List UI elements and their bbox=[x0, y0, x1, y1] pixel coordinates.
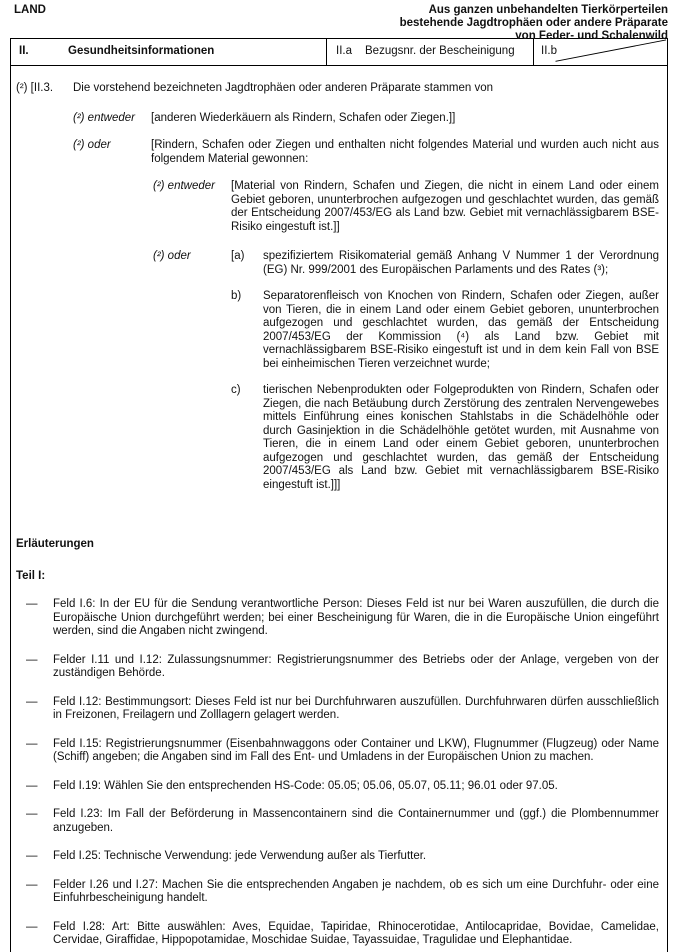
document-title-line-3: von Feder- und Schalenwild bbox=[515, 30, 668, 42]
list-item-c bbox=[231, 384, 659, 492]
note-text: Feld I.19: Wählen Sie den entsprechenden HS-Code: 05.05; 05.06, 05.07, 05.11; 96.01 oder 97.05. bbox=[53, 779, 558, 792]
list-item-a bbox=[231, 250, 659, 277]
note-text: Feld I.28: Art: Bitte auswählen: Aves, Equidae, Tapiridae, Rhinocerotidae, Antilocapridae, Bovidae, Camelidae, Cervidae, Giraffidae, Hippopotamidae, Moschidae Suidae, Tayassuidae, Tragulidae und Elephantidae. bbox=[53, 920, 659, 946]
document-body bbox=[10, 66, 668, 952]
reference-number-cell bbox=[326, 39, 533, 65]
note-item-feld-i15 bbox=[11, 738, 667, 765]
list-item-a-marker: [a) bbox=[231, 250, 245, 262]
entweder-2-text: [Material von Rindern, Schafen und Ziegen, die nicht in einem Land oder einem Gebiet geboren, ununterbrochen aufgezogen und geschlachtet wurden, das gemäß der Entscheidung 2007/453/EG als Land bzw. Gebiet mit vernachlässigbarem BSE-Risiko eingestuft ist.]] bbox=[231, 180, 659, 233]
certificate-header-row bbox=[10, 38, 668, 66]
note-item-feld-i19 bbox=[11, 780, 667, 794]
list-item-c-marker: c) bbox=[231, 384, 241, 396]
note-item-felder-i26-i27 bbox=[11, 879, 667, 906]
dash-marker: — bbox=[26, 598, 38, 610]
notes-heading: Erläuterungen bbox=[16, 538, 94, 550]
document-title-line-1: Aus ganzen unbehandelten Tierkörperteilen bbox=[428, 4, 668, 16]
entweder-2-label: (²) entweder bbox=[153, 180, 215, 192]
dash-marker: — bbox=[26, 779, 38, 792]
list-item-b-text: Separatorenfleisch von Knochen von Rindern, Schafen oder Ziegen, außer von Tieren, die in einem Land oder einem Gebiet geboren, ununterbrochen aufgezogen und geschlachtet wurden, das gemäß der Entscheidung 2007/453/EG der Kommission (⁴) als Land bzw. Gebiet mit vernachlässigbarem BSE-Risiko eingestuft ist und in dem kein Fall von BSE bei einheimischen Tieren verzeichnet wurde; bbox=[263, 290, 659, 370]
dash-marker: — bbox=[26, 695, 38, 708]
part-i-heading: Teil I: bbox=[16, 569, 46, 582]
note-text: Felder I.26 und I.27: Machen Sie die entsprechenden Angaben je nachdem, ob es sich um eine Durchfuhr- oder eine Einfuhrbescheinigung handelt. bbox=[53, 878, 659, 904]
list-item-c-text: tierischen Nebenprodukten oder Folgeprodukten von Rindern, Schafen oder Ziegen, die nach Betäubung durch Zerstörung des zentralen Nervengewebes mittels Einführung eines konischen Stahlstabs in die Schädelhöhle oder durch Gasinjektion in die Schädelhöhle getötet wurden, mit Ausnahme von Tieren, die in einem Land oder einem Gebiet geboren, ununterbrochen aufgezogen und geschlachtet wurden, das gemäß der Entscheidung 2007/453/EG als Land bzw. Gebiet mit vernachlässigbarem BSE-Risiko eingestuft ist.]]] bbox=[263, 384, 659, 491]
country-label: LAND bbox=[14, 4, 46, 16]
list-item-b-marker: b) bbox=[231, 290, 242, 302]
note-text: Feld I.15: Registrierungsnummer (Eisenbahnwaggons oder Container und LKW), Flugnummer (Flugzeug) oder Name (Schiff) angeben; die Angaben sind im Fall des Ent- und Umladens in der Europäischen Union zu machen. bbox=[53, 737, 659, 763]
section-number: II. bbox=[19, 45, 29, 58]
dash-marker: — bbox=[26, 653, 38, 666]
diagonal-strikethrough-line bbox=[534, 39, 667, 65]
list-item-b bbox=[231, 290, 659, 371]
note-item-feld-i12 bbox=[11, 696, 667, 723]
entweder-1-text: [anderen Wiederkäuern als Rindern, Schafen oder Ziegen.]] bbox=[151, 111, 456, 124]
document-title bbox=[400, 4, 668, 43]
note-item-felder-i11-i12 bbox=[11, 654, 667, 681]
oder-1-label: (²) oder bbox=[73, 139, 111, 151]
document-title-line-2: bestehende Jagdtrophäen oder andere Präparate bbox=[399, 17, 668, 29]
iib-code: II.b bbox=[541, 45, 557, 58]
health-information-cell bbox=[11, 39, 326, 65]
clause-ii3-ref: (²) [II.3. bbox=[16, 82, 54, 94]
reference-number-code: II.a bbox=[336, 45, 352, 58]
list-item-a-text: spezifiziertem Risikomaterial gemäß Anhang V Nummer 1 der Verordnung (EG) Nr. 999/2001 des Europäischen Parlaments und des Rates (³); bbox=[263, 250, 659, 276]
page-header bbox=[0, 0, 676, 42]
entweder-1-label: (²) entweder bbox=[73, 111, 135, 124]
clause-ii3-intro: Die vorstehend bezeichneten Jagdtrophäen oder anderen Präparate stammen von bbox=[73, 82, 494, 94]
dash-marker: — bbox=[26, 737, 38, 750]
note-item-feld-i25 bbox=[11, 850, 667, 864]
note-text: Feld I.6: In der EU für die Sendung verantwortliche Person: Dieses Feld ist nur bei Waren auszufüllen, die durch die Europäische Union durchgeführt werden; bei einer Bescheinigung für Waren, die in die Europäische Union eingeführt werden, sind die Angaben nicht zwingend. bbox=[53, 598, 659, 637]
reference-number-label: Bezugsnr. der Bescheinigung bbox=[365, 45, 515, 58]
health-information-label: Gesundheitsinformationen bbox=[68, 45, 215, 58]
note-text: Feld I.25: Technische Verwendung: jede Verwendung außer als Tierfutter. bbox=[53, 850, 427, 862]
note-text: Feld I.23: Im Fall der Beförderung in Massencontainern sind die Containernummer und (ggf.) die Plombennummer anzugeben. bbox=[53, 808, 659, 834]
note-text: Felder I.11 und I.12: Zulassungsnummer: Registrierungsnummer des Betriebs oder der Anlage, vergeben von der zuständigen Behörde. bbox=[53, 653, 659, 679]
oder-2-label: (²) oder bbox=[153, 250, 191, 262]
clause-oder-1 bbox=[11, 139, 667, 166]
note-item-feld-i23 bbox=[11, 808, 667, 835]
dash-marker: — bbox=[26, 878, 38, 891]
dash-marker: — bbox=[26, 808, 38, 820]
note-text: Feld I.12: Bestimmungsort: Dieses Feld ist nur bei Durchfuhrwaren auszufüllen. Durchfuhrwaren dürfen ausschließlich in Freizonen, Freilagern und Zolllagern gelagert werden. bbox=[53, 695, 659, 721]
note-item-feld-i28 bbox=[11, 921, 667, 948]
dash-marker: — bbox=[26, 920, 38, 933]
note-item-feld-i6 bbox=[11, 598, 667, 639]
oder-2-list bbox=[231, 250, 659, 492]
oder-1-text: [Rindern, Schafen oder Ziegen und enthalten nicht folgendes Material und wurden auch nicht aus folgendem Material gewonnen: bbox=[151, 139, 659, 165]
clause-ii3 bbox=[11, 82, 667, 96]
clause-oder-2 bbox=[11, 250, 667, 492]
iib-cell bbox=[533, 39, 667, 65]
dash-marker: — bbox=[26, 850, 38, 862]
clause-entweder-2 bbox=[11, 180, 667, 234]
clause-entweder-1 bbox=[11, 112, 667, 126]
